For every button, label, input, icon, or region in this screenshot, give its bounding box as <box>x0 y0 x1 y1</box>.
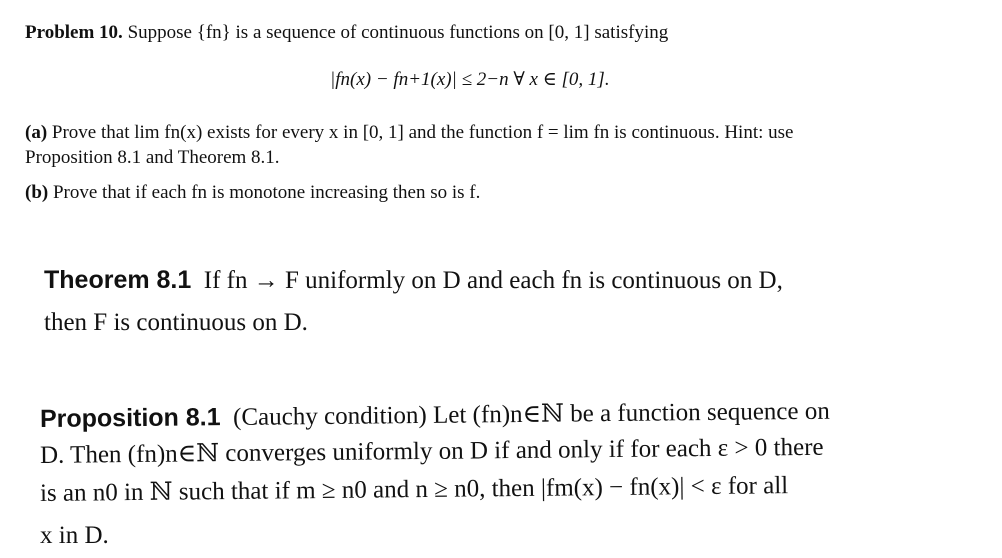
part-a-label: (a) <box>25 122 48 143</box>
part-a <box>25 122 793 144</box>
part-b-text: Prove that if each fn is monotone increasing then so is f. <box>52 182 481 203</box>
part-b-label: (b) <box>25 182 49 203</box>
proposition-line-3: is an n0 in ℕ such that if m ≥ n0 and n ≥ n0, then |fm(x) − fn(x)| < ε for all <box>39 472 789 507</box>
theorem-line-1: If fn → F uniformly on D and each fn is continuous on D, <box>203 267 783 294</box>
problem-line-1: Suppose {fn} is a sequence of continuous functions on [0, 1] satisfying <box>127 22 669 43</box>
problem-statement <box>25 22 668 44</box>
proposition-label: Proposition 8.1 <box>39 403 221 433</box>
theorem-label: Theorem 8.1 <box>44 266 192 294</box>
part-a-line-2: Proposition 8.1 and Theorem 8.1. <box>25 147 280 168</box>
theorem-line-2: then F is continuous on D. <box>44 309 308 336</box>
problem-label: Problem 10. <box>25 22 123 43</box>
proposition-line-4: x in D. <box>40 522 109 549</box>
problem-equation: |fn(x) − fn+1(x)| ≤ 2−n ∀ x ∈ [0, 1]. <box>330 69 610 90</box>
part-b <box>25 182 480 204</box>
proposition-statement <box>40 396 830 434</box>
proposition-line-1: (Cauchy condition) Let (fn)n∈ℕ be a function sequence on <box>232 397 830 431</box>
proposition-line-2: D. Then (fn)n∈ℕ converges uniformly on D if and only if for each ε > 0 there <box>39 433 824 469</box>
theorem-statement <box>44 266 783 295</box>
part-a-line-1: Prove that lim fn(x) exists for every x in [0, 1] and the function f = lim fn is continuous. Hint: use <box>51 122 794 143</box>
